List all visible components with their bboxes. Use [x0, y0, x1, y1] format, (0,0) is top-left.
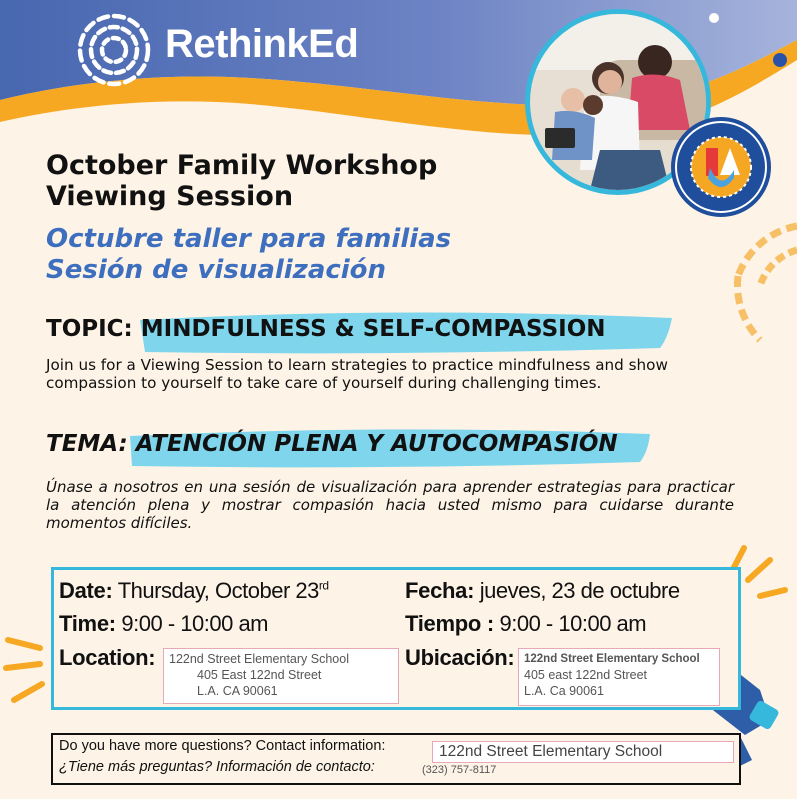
tema-description: Únase a nosotros en una sesión de visualización para aprender estrategias para practicar la atención plena y mostrar compasión hacia usted mismo para cuidarse durante momentos difíciles.: [46, 478, 734, 532]
contact-prompt-es: ¿Tiene más preguntas? Información de contacto:: [59, 759, 375, 775]
title-en-line2: Viewing Session: [46, 181, 294, 212]
tema-value: ATENCIÓN PLENA Y AUTOCOMPASIÓN: [135, 431, 618, 457]
ubicacion-line2: 405 east 122nd Street: [524, 668, 648, 682]
title-spanish: [46, 224, 451, 286]
location-line3: L.A. CA 90061: [197, 684, 278, 698]
tiempo-row: [405, 611, 646, 637]
tema-heading: [46, 431, 618, 457]
time-label: Time:: [59, 611, 116, 636]
location-label: Location:: [59, 645, 156, 670]
dot-white: [709, 13, 719, 23]
rethinked-logo-icon: [74, 10, 154, 90]
topic-heading: [46, 316, 606, 342]
title-english: [46, 150, 437, 212]
topic-description: Join us for a Viewing Session to learn strategies to practice mindfulness and show compassion to yourself to take care of yourself during challenging times.: [46, 356, 668, 392]
date-suffix: rd: [318, 578, 329, 593]
lausd-seal: [673, 119, 769, 215]
tema-label: TEMA:: [46, 431, 128, 457]
date-row: [59, 578, 329, 604]
ubicacion-row: [405, 645, 514, 671]
location-line1: 122nd Street Elementary School: [169, 652, 349, 666]
time-row: [59, 611, 268, 637]
fecha-value: jueves, 23 de octubre: [479, 578, 680, 603]
time-value: 9:00 - 10:00 am: [121, 611, 269, 636]
location-address: [163, 648, 399, 704]
contact-prompt-en: Do you have more questions? Contact information:: [59, 738, 386, 754]
contact-school: 122nd Street Elementary School: [432, 741, 734, 763]
brand-name: RethinkEd: [165, 22, 359, 66]
ubicacion-line3: L.A. Ca 90061: [524, 684, 604, 698]
burst-lines-left: [6, 640, 42, 700]
sunburst-arcs: [737, 226, 797, 340]
tiempo-label: Tiempo :: [405, 611, 494, 636]
fecha-row: [405, 578, 680, 604]
date-value: Thursday, October 23: [117, 578, 319, 603]
topic-label: TOPIC:: [46, 316, 133, 342]
topic-value: MINDFULNESS & SELF-COMPASSION: [140, 316, 606, 342]
contact-phone: (323) 757-8117: [422, 764, 497, 776]
ubicacion-line1: 122nd Street Elementary School: [524, 653, 700, 665]
title-es-line2: Sesión de visualización: [46, 255, 387, 285]
ubicacion-label: Ubicación:: [405, 645, 515, 670]
fecha-label: Fecha:: [405, 578, 475, 603]
location-line2: 405 East 122nd Street: [197, 668, 322, 682]
title-en-line1: October Family Workshop: [46, 150, 438, 181]
ubicacion-address: [518, 648, 720, 706]
date-label: Date:: [59, 578, 113, 603]
dot-blue: [773, 53, 787, 67]
location-row: [59, 645, 155, 671]
title-es-line1: Octubre taller para familias: [46, 224, 452, 254]
tiempo-value: 9:00 - 10:00 am: [499, 611, 647, 636]
